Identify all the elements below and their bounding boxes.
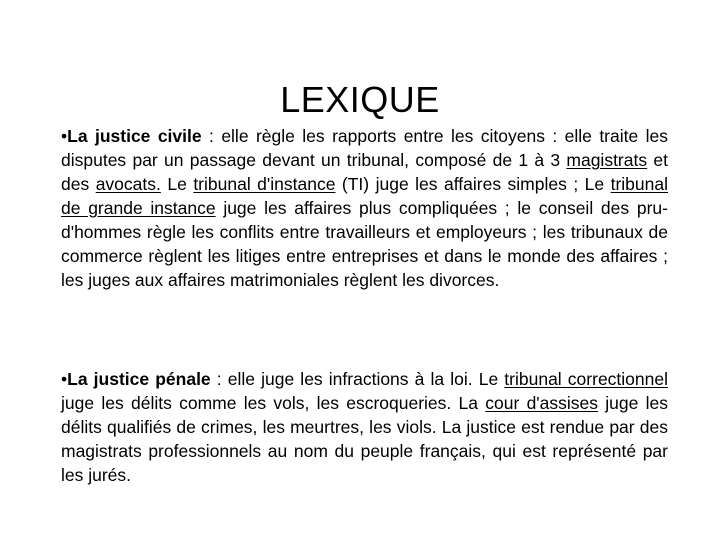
- text-segment: juge les délits qualifiés de crimes, les meurtres, les viols. La justice est rendue par des magistrats professionnels au nom du peuple français, qui est représenté par les jurés.: [61, 393, 668, 485]
- text-segment: : elle juge les infractions à la loi. Le: [210, 369, 505, 389]
- term-cour-assises: cour d'assises: [485, 393, 598, 413]
- text-segment: : elle règle les rapports entre les citoyens : elle traite les disputes par un passage devant un tribunal, composé de 1 à 3: [61, 126, 669, 170]
- text-segment: juge les affaires plus compliquées ; le conseil des pru-d'hommes règle les conflits entre travailleurs et employeurs ; les tribunaux de commerce règlent les litiges entre entreprises et dans le monde des affaires ; les juges aux affaires matrimoniales règlent les divorces.: [61, 198, 668, 290]
- term-tribunal-instance: tribunal d'instance: [193, 174, 336, 194]
- term-magistrats: magistrats: [566, 150, 648, 170]
- text-segment: et des: [61, 150, 668, 194]
- text-segment: juge les délits comme les vols, les escroqueries. La: [61, 393, 486, 413]
- text-segment: Le: [160, 174, 194, 194]
- page-title: LEXIQUE: [280, 79, 440, 121]
- term-tribunal-correctionnel: tribunal correctionnel: [504, 369, 668, 389]
- lead-term-justice-penale: La justice pénale: [67, 369, 211, 389]
- bullet: •: [61, 126, 68, 146]
- text-segment: (TI) juge les affaires simples ; Le: [335, 174, 611, 194]
- bullet: •: [61, 369, 68, 389]
- paragraph-justice-civile: [61, 124, 668, 292]
- term-avocats: avocats.: [95, 174, 161, 194]
- paragraph-justice-penale: [61, 367, 668, 487]
- lead-term-justice-civile: La justice civile: [67, 126, 202, 146]
- term-tribunal-grande-instance: tribunal de grande instance: [61, 174, 669, 218]
